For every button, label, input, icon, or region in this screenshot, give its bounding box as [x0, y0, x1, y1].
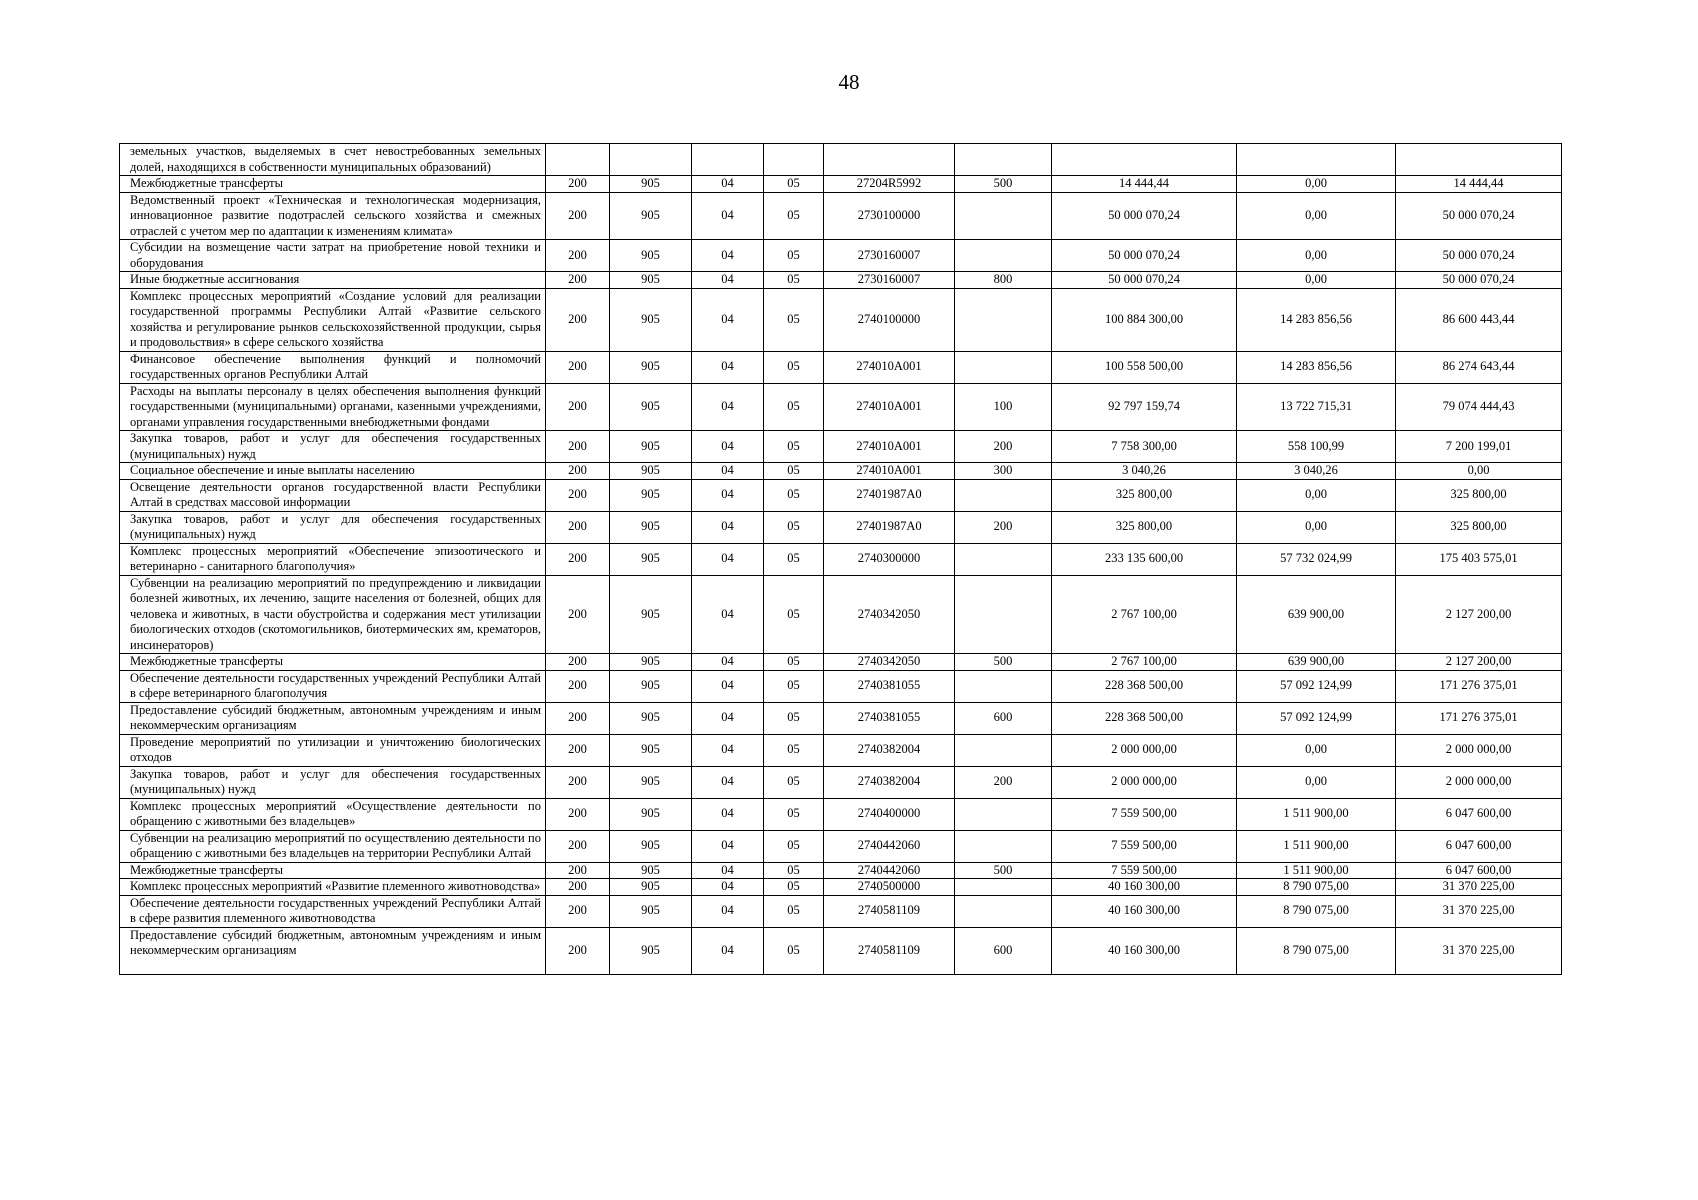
- table-row: [120, 543, 1562, 575]
- expense-type-cell: 500: [955, 862, 1052, 879]
- table-row: [120, 383, 1562, 431]
- subsection-code-cell: 05: [764, 351, 824, 383]
- executed-amount-cell: 1 511 900,00: [1237, 830, 1396, 862]
- row-name-cell: Закупка товаров, работ и услуг для обеспечения государственных (муниципальных) нужд: [120, 766, 546, 798]
- section-code-cell: 04: [692, 798, 764, 830]
- gr-code-cell: 905: [610, 351, 692, 383]
- planned-amount-cell: 40 160 300,00: [1052, 895, 1237, 927]
- row-name-cell: Комплекс процессных мероприятий «Обеспечение эпизоотического и ветеринарно - санитарного благополучия»: [120, 543, 546, 575]
- rz-code-cell: 200: [546, 830, 610, 862]
- gr-code-cell: [610, 144, 692, 176]
- expense-type-cell: 500: [955, 176, 1052, 193]
- expense-type-cell: [955, 288, 1052, 351]
- remaining-amount-cell: 79 074 444,43: [1396, 383, 1562, 431]
- row-name-cell: Предоставление субсидий бюджетным, автономным учреждениям и иным некоммерческим организациям: [120, 702, 546, 734]
- expense-type-cell: [955, 734, 1052, 766]
- executed-amount-cell: 8 790 075,00: [1237, 927, 1396, 974]
- table-row: [120, 479, 1562, 511]
- executed-amount-cell: 0,00: [1237, 272, 1396, 289]
- section-code-cell: 04: [692, 176, 764, 193]
- rz-code-cell: 200: [546, 431, 610, 463]
- target-article-cell: 2740581109: [824, 895, 955, 927]
- gr-code-cell: 905: [610, 766, 692, 798]
- row-name-cell: Комплекс процессных мероприятий «Осуществление деятельности по обращению с животными без владельцев»: [120, 798, 546, 830]
- gr-code-cell: 905: [610, 895, 692, 927]
- subsection-code-cell: 05: [764, 879, 824, 896]
- table-row: [120, 288, 1562, 351]
- target-article-cell: 2730160007: [824, 240, 955, 272]
- target-article-cell: 274010А001: [824, 431, 955, 463]
- section-code-cell: 04: [692, 766, 764, 798]
- planned-amount-cell: 325 800,00: [1052, 479, 1237, 511]
- expense-type-cell: 200: [955, 431, 1052, 463]
- subsection-code-cell: 05: [764, 734, 824, 766]
- subsection-code-cell: 05: [764, 830, 824, 862]
- remaining-amount-cell: 14 444,44: [1396, 176, 1562, 193]
- section-code-cell: 04: [692, 479, 764, 511]
- executed-amount-cell: 57 092 124,99: [1237, 670, 1396, 702]
- executed-amount-cell: 0,00: [1237, 192, 1396, 240]
- expense-type-cell: [955, 879, 1052, 896]
- section-code-cell: 04: [692, 862, 764, 879]
- section-code-cell: 04: [692, 351, 764, 383]
- section-code-cell: 04: [692, 927, 764, 974]
- subsection-code-cell: 05: [764, 575, 824, 654]
- remaining-amount-cell: 50 000 070,24: [1396, 192, 1562, 240]
- section-code-cell: 04: [692, 702, 764, 734]
- row-name-cell: Межбюджетные трансферты: [120, 654, 546, 671]
- expense-type-cell: [955, 240, 1052, 272]
- planned-amount-cell: 3 040,26: [1052, 463, 1237, 480]
- budget-table: [119, 143, 1562, 975]
- target-article-cell: [824, 144, 955, 176]
- gr-code-cell: 905: [610, 734, 692, 766]
- target-article-cell: 2740382004: [824, 766, 955, 798]
- section-code-cell: 04: [692, 511, 764, 543]
- target-article-cell: 2740382004: [824, 734, 955, 766]
- executed-amount-cell: 0,00: [1237, 766, 1396, 798]
- executed-amount-cell: [1237, 144, 1396, 176]
- table-row: [120, 862, 1562, 879]
- rz-code-cell: 200: [546, 895, 610, 927]
- gr-code-cell: 905: [610, 383, 692, 431]
- table-row: [120, 240, 1562, 272]
- target-article-cell: 2740581109: [824, 927, 955, 974]
- expense-type-cell: [955, 798, 1052, 830]
- expense-type-cell: [955, 192, 1052, 240]
- planned-amount-cell: 7 559 500,00: [1052, 862, 1237, 879]
- planned-amount-cell: 2 767 100,00: [1052, 575, 1237, 654]
- rz-code-cell: 200: [546, 351, 610, 383]
- table-row: [120, 670, 1562, 702]
- expense-type-cell: [955, 575, 1052, 654]
- target-article-cell: 2740342050: [824, 654, 955, 671]
- target-article-cell: 2740442060: [824, 862, 955, 879]
- remaining-amount-cell: 6 047 600,00: [1396, 830, 1562, 862]
- rz-code-cell: 200: [546, 927, 610, 974]
- gr-code-cell: 905: [610, 176, 692, 193]
- subsection-code-cell: 05: [764, 862, 824, 879]
- subsection-code-cell: 05: [764, 431, 824, 463]
- expense-type-cell: 200: [955, 511, 1052, 543]
- planned-amount-cell: 228 368 500,00: [1052, 670, 1237, 702]
- gr-code-cell: 905: [610, 272, 692, 289]
- table-row: [120, 734, 1562, 766]
- remaining-amount-cell: 31 370 225,00: [1396, 927, 1562, 974]
- rz-code-cell: 200: [546, 463, 610, 480]
- expense-type-cell: [955, 895, 1052, 927]
- table-row: [120, 575, 1562, 654]
- table-row: [120, 798, 1562, 830]
- section-code-cell: 04: [692, 879, 764, 896]
- row-name-cell: Проведение мероприятий по утилизации и уничтожению биологических отходов: [120, 734, 546, 766]
- section-code-cell: 04: [692, 431, 764, 463]
- row-name-cell: Ведомственный проект «Техническая и технологическая модернизация, инновационное развитие подотраслей сельского хозяйства и смежных отраслей с учетом мер по адаптации к изменениям климата»: [120, 192, 546, 240]
- remaining-amount-cell: 86 600 443,44: [1396, 288, 1562, 351]
- target-article-cell: 2740400000: [824, 798, 955, 830]
- remaining-amount-cell: 31 370 225,00: [1396, 895, 1562, 927]
- table-row: [120, 351, 1562, 383]
- remaining-amount-cell: 2 127 200,00: [1396, 654, 1562, 671]
- planned-amount-cell: 7 559 500,00: [1052, 798, 1237, 830]
- row-name-cell: Субвенции на реализацию мероприятий по предупреждению и ликвидации болезней животных, их лечению, защите населения от болезней, общих для человека и животных, в части обустройства и содержания мест утилизации биологических отходов (скотомогильников, биотермических ям, крематоров, инсинераторов): [120, 575, 546, 654]
- section-code-cell: 04: [692, 670, 764, 702]
- rz-code-cell: 200: [546, 798, 610, 830]
- planned-amount-cell: 50 000 070,24: [1052, 240, 1237, 272]
- expense-type-cell: 600: [955, 702, 1052, 734]
- executed-amount-cell: 8 790 075,00: [1237, 879, 1396, 896]
- row-name-cell: Закупка товаров, работ и услуг для обеспечения государственных (муниципальных) нужд: [120, 431, 546, 463]
- rz-code-cell: [546, 144, 610, 176]
- section-code-cell: 04: [692, 240, 764, 272]
- gr-code-cell: 905: [610, 479, 692, 511]
- expense-type-cell: 200: [955, 766, 1052, 798]
- subsection-code-cell: 05: [764, 798, 824, 830]
- row-name-cell: Обеспечение деятельности государственных учреждений Республики Алтай в сфере развития племенного животноводства: [120, 895, 546, 927]
- target-article-cell: 2740442060: [824, 830, 955, 862]
- planned-amount-cell: 7 559 500,00: [1052, 830, 1237, 862]
- table-row: [120, 431, 1562, 463]
- expense-type-cell: 500: [955, 654, 1052, 671]
- executed-amount-cell: 13 722 715,31: [1237, 383, 1396, 431]
- executed-amount-cell: 0,00: [1237, 176, 1396, 193]
- remaining-amount-cell: 86 274 643,44: [1396, 351, 1562, 383]
- rz-code-cell: 200: [546, 288, 610, 351]
- gr-code-cell: 905: [610, 654, 692, 671]
- row-name-cell: Расходы на выплаты персоналу в целях обеспечения выполнения функций государственными (муниципальными) органами, казенными учреждениями, органами управления государственными внебюджетными фондами: [120, 383, 546, 431]
- gr-code-cell: 905: [610, 511, 692, 543]
- page-number: 48: [838, 70, 860, 94]
- section-code-cell: 04: [692, 463, 764, 480]
- subsection-code-cell: 05: [764, 927, 824, 974]
- gr-code-cell: 905: [610, 798, 692, 830]
- rz-code-cell: 200: [546, 176, 610, 193]
- rz-code-cell: 200: [546, 192, 610, 240]
- table-row: [120, 511, 1562, 543]
- expense-type-cell: [955, 144, 1052, 176]
- row-name-cell: Иные бюджетные ассигнования: [120, 272, 546, 289]
- target-article-cell: 274010А001: [824, 351, 955, 383]
- section-code-cell: 04: [692, 383, 764, 431]
- gr-code-cell: 905: [610, 702, 692, 734]
- row-name-cell: Субвенции на реализацию мероприятий по осуществлению деятельности по обращению с животными без владельцев на территории Республики Алтай: [120, 830, 546, 862]
- remaining-amount-cell: 175 403 575,01: [1396, 543, 1562, 575]
- row-name-cell: Межбюджетные трансферты: [120, 862, 546, 879]
- rz-code-cell: 200: [546, 575, 610, 654]
- remaining-amount-cell: 171 276 375,01: [1396, 702, 1562, 734]
- target-article-cell: 27401987А0: [824, 479, 955, 511]
- planned-amount-cell: 50 000 070,24: [1052, 272, 1237, 289]
- subsection-code-cell: 05: [764, 543, 824, 575]
- section-code-cell: 04: [692, 192, 764, 240]
- row-name-cell: Субсидии на возмещение части затрат на приобретение новой техники и оборудования: [120, 240, 546, 272]
- table-row: [120, 176, 1562, 193]
- rz-code-cell: 200: [546, 702, 610, 734]
- executed-amount-cell: 0,00: [1237, 240, 1396, 272]
- row-name-cell: Финансовое обеспечение выполнения функций и полномочий государственных органов Республики Алтай: [120, 351, 546, 383]
- row-name-cell: Социальное обеспечение и иные выплаты населению: [120, 463, 546, 480]
- row-name-cell: Межбюджетные трансферты: [120, 176, 546, 193]
- section-code-cell: 04: [692, 734, 764, 766]
- table-row: [120, 895, 1562, 927]
- target-article-cell: 2740381055: [824, 702, 955, 734]
- rz-code-cell: 200: [546, 272, 610, 289]
- rz-code-cell: 200: [546, 479, 610, 511]
- subsection-code-cell: 05: [764, 463, 824, 480]
- rz-code-cell: 200: [546, 734, 610, 766]
- section-code-cell: [692, 144, 764, 176]
- executed-amount-cell: 0,00: [1237, 734, 1396, 766]
- table-row: [120, 879, 1562, 896]
- row-name-cell: Предоставление субсидий бюджетным, автономным учреждениям и иным некоммерческим организациям: [120, 927, 546, 974]
- executed-amount-cell: 0,00: [1237, 511, 1396, 543]
- section-code-cell: 04: [692, 575, 764, 654]
- subsection-code-cell: 05: [764, 479, 824, 511]
- planned-amount-cell: [1052, 144, 1237, 176]
- executed-amount-cell: 639 900,00: [1237, 575, 1396, 654]
- planned-amount-cell: 7 758 300,00: [1052, 431, 1237, 463]
- remaining-amount-cell: 6 047 600,00: [1396, 798, 1562, 830]
- target-article-cell: 2740342050: [824, 575, 955, 654]
- section-code-cell: 04: [692, 830, 764, 862]
- subsection-code-cell: 05: [764, 176, 824, 193]
- executed-amount-cell: 14 283 856,56: [1237, 351, 1396, 383]
- row-name-cell: Освещение деятельности органов государственной власти Республики Алтай в средствах массовой информации: [120, 479, 546, 511]
- target-article-cell: 2730160007: [824, 272, 955, 289]
- executed-amount-cell: 8 790 075,00: [1237, 895, 1396, 927]
- table-row: [120, 144, 1562, 176]
- planned-amount-cell: 2 000 000,00: [1052, 766, 1237, 798]
- subsection-code-cell: 05: [764, 766, 824, 798]
- target-article-cell: 2740300000: [824, 543, 955, 575]
- target-article-cell: 2730100000: [824, 192, 955, 240]
- target-article-cell: 274010А001: [824, 383, 955, 431]
- row-name-cell: Комплекс процессных мероприятий «Создание условий для реализации государственной программы Республики Алтай «Развитие сельского хозяйства и регулирование рынков сельскохозяйственной продукции, сырья и продовольствия» в сфере сельского хозяйства: [120, 288, 546, 351]
- remaining-amount-cell: 7 200 199,01: [1396, 431, 1562, 463]
- rz-code-cell: 200: [546, 670, 610, 702]
- rz-code-cell: 200: [546, 383, 610, 431]
- expense-type-cell: [955, 543, 1052, 575]
- executed-amount-cell: 639 900,00: [1237, 654, 1396, 671]
- target-article-cell: 27401987А0: [824, 511, 955, 543]
- subsection-code-cell: 05: [764, 654, 824, 671]
- gr-code-cell: 905: [610, 240, 692, 272]
- gr-code-cell: 905: [610, 192, 692, 240]
- gr-code-cell: 905: [610, 288, 692, 351]
- table-row: [120, 463, 1562, 480]
- expense-type-cell: [955, 479, 1052, 511]
- rz-code-cell: 200: [546, 511, 610, 543]
- subsection-code-cell: 05: [764, 895, 824, 927]
- planned-amount-cell: 40 160 300,00: [1052, 879, 1237, 896]
- expense-type-cell: [955, 351, 1052, 383]
- row-name-cell: Обеспечение деятельности государственных учреждений Республики Алтай в сфере ветеринарного благополучия: [120, 670, 546, 702]
- executed-amount-cell: 558 100,99: [1237, 431, 1396, 463]
- remaining-amount-cell: 2 127 200,00: [1396, 575, 1562, 654]
- expense-type-cell: 100: [955, 383, 1052, 431]
- gr-code-cell: 905: [610, 543, 692, 575]
- table-row: [120, 927, 1562, 974]
- rz-code-cell: 200: [546, 766, 610, 798]
- planned-amount-cell: 100 558 500,00: [1052, 351, 1237, 383]
- subsection-code-cell: 05: [764, 272, 824, 289]
- table-row: [120, 766, 1562, 798]
- remaining-amount-cell: 171 276 375,01: [1396, 670, 1562, 702]
- subsection-code-cell: 05: [764, 670, 824, 702]
- planned-amount-cell: 92 797 159,74: [1052, 383, 1237, 431]
- table-row: [120, 830, 1562, 862]
- table-row: [120, 192, 1562, 240]
- planned-amount-cell: 325 800,00: [1052, 511, 1237, 543]
- planned-amount-cell: 100 884 300,00: [1052, 288, 1237, 351]
- gr-code-cell: 905: [610, 879, 692, 896]
- gr-code-cell: 905: [610, 862, 692, 879]
- gr-code-cell: 905: [610, 575, 692, 654]
- remaining-amount-cell: 50 000 070,24: [1396, 272, 1562, 289]
- rz-code-cell: 200: [546, 862, 610, 879]
- subsection-code-cell: 05: [764, 288, 824, 351]
- table-row: [120, 272, 1562, 289]
- row-name-cell: Закупка товаров, работ и услуг для обеспечения государственных (муниципальных) нужд: [120, 511, 546, 543]
- row-name-cell: земельных участков, выделяемых в счет невостребованных земельных долей, находящихся в собственности муниципальных образований): [120, 144, 546, 176]
- remaining-amount-cell: 0,00: [1396, 463, 1562, 480]
- remaining-amount-cell: 6 047 600,00: [1396, 862, 1562, 879]
- gr-code-cell: 905: [610, 431, 692, 463]
- rz-code-cell: 200: [546, 543, 610, 575]
- subsection-code-cell: 05: [764, 240, 824, 272]
- expense-type-cell: 300: [955, 463, 1052, 480]
- target-article-cell: 2740500000: [824, 879, 955, 896]
- planned-amount-cell: 228 368 500,00: [1052, 702, 1237, 734]
- executed-amount-cell: 57 092 124,99: [1237, 702, 1396, 734]
- expense-type-cell: [955, 830, 1052, 862]
- remaining-amount-cell: 325 800,00: [1396, 511, 1562, 543]
- remaining-amount-cell: 31 370 225,00: [1396, 879, 1562, 896]
- gr-code-cell: 905: [610, 830, 692, 862]
- table-row: [120, 654, 1562, 671]
- remaining-amount-cell: [1396, 144, 1562, 176]
- rz-code-cell: 200: [546, 654, 610, 671]
- expense-type-cell: 600: [955, 927, 1052, 974]
- gr-code-cell: 905: [610, 927, 692, 974]
- planned-amount-cell: 2 000 000,00: [1052, 734, 1237, 766]
- gr-code-cell: 905: [610, 670, 692, 702]
- remaining-amount-cell: 50 000 070,24: [1396, 240, 1562, 272]
- gr-code-cell: 905: [610, 463, 692, 480]
- rz-code-cell: 200: [546, 240, 610, 272]
- table-row: [120, 702, 1562, 734]
- expense-type-cell: 800: [955, 272, 1052, 289]
- executed-amount-cell: 0,00: [1237, 479, 1396, 511]
- rz-code-cell: 200: [546, 879, 610, 896]
- remaining-amount-cell: 2 000 000,00: [1396, 734, 1562, 766]
- row-name-cell: Комплекс процессных мероприятий «Развитие племенного животноводства»: [120, 879, 546, 896]
- subsection-code-cell: 05: [764, 192, 824, 240]
- target-article-cell: 2740381055: [824, 670, 955, 702]
- subsection-code-cell: [764, 144, 824, 176]
- target-article-cell: 2740100000: [824, 288, 955, 351]
- planned-amount-cell: 40 160 300,00: [1052, 927, 1237, 974]
- table-body: [120, 144, 1562, 975]
- executed-amount-cell: 1 511 900,00: [1237, 798, 1396, 830]
- planned-amount-cell: 14 444,44: [1052, 176, 1237, 193]
- section-code-cell: 04: [692, 654, 764, 671]
- planned-amount-cell: 233 135 600,00: [1052, 543, 1237, 575]
- expense-type-cell: [955, 670, 1052, 702]
- section-code-cell: 04: [692, 288, 764, 351]
- remaining-amount-cell: 325 800,00: [1396, 479, 1562, 511]
- remaining-amount-cell: 2 000 000,00: [1396, 766, 1562, 798]
- executed-amount-cell: 3 040,26: [1237, 463, 1396, 480]
- executed-amount-cell: 14 283 856,56: [1237, 288, 1396, 351]
- subsection-code-cell: 05: [764, 511, 824, 543]
- planned-amount-cell: 2 767 100,00: [1052, 654, 1237, 671]
- section-code-cell: 04: [692, 895, 764, 927]
- subsection-code-cell: 05: [764, 702, 824, 734]
- subsection-code-cell: 05: [764, 383, 824, 431]
- target-article-cell: 27204R5992: [824, 176, 955, 193]
- executed-amount-cell: 57 732 024,99: [1237, 543, 1396, 575]
- section-code-cell: 04: [692, 543, 764, 575]
- section-code-cell: 04: [692, 272, 764, 289]
- executed-amount-cell: 1 511 900,00: [1237, 862, 1396, 879]
- planned-amount-cell: 50 000 070,24: [1052, 192, 1237, 240]
- target-article-cell: 274010А001: [824, 463, 955, 480]
